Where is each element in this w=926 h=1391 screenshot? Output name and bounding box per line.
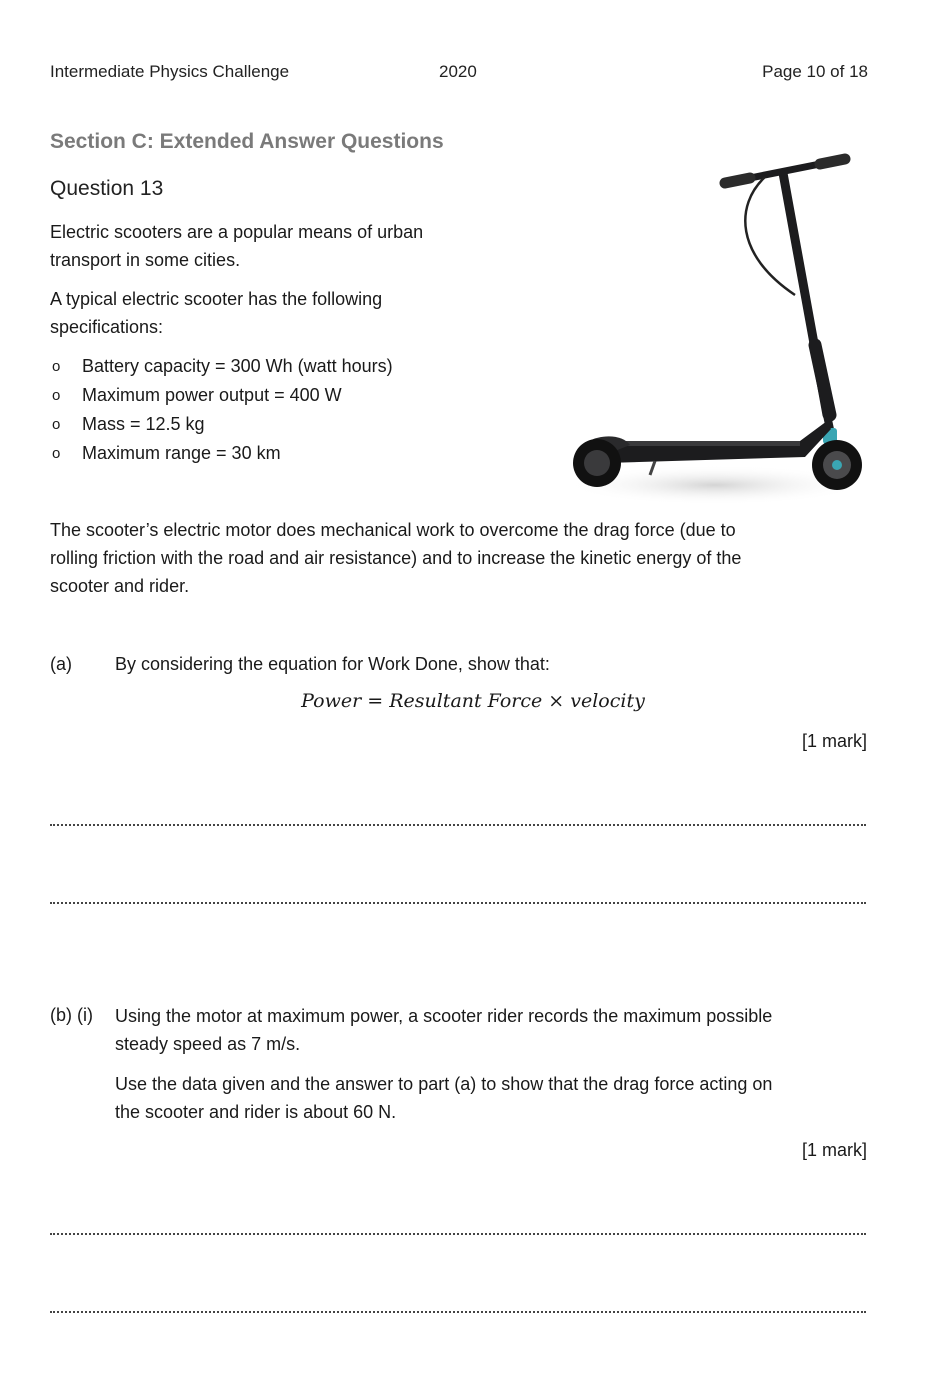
spec-item <box>50 352 393 381</box>
answer-line[interactable] <box>50 1311 866 1313</box>
part-a-mark: [1 mark] <box>801 731 867 751</box>
intro-paragraph-2 <box>50 285 382 341</box>
spec-item <box>50 439 393 468</box>
part-a-text: By considering the equation for Work Done, show that: <box>115 654 550 674</box>
part-a-label: (a) <box>50 654 72 674</box>
part-b-line: steady speed as 7 m/s. <box>115 1034 301 1054</box>
spec-item <box>50 410 393 439</box>
right-grip <box>820 159 845 164</box>
motor-line: scooter and rider. <box>50 576 190 596</box>
section-title: Section C: Extended Answer Questions <box>50 130 444 153</box>
answer-line[interactable] <box>50 1233 866 1235</box>
part-b-line: the scooter and rider is about 60 N. <box>115 1102 397 1122</box>
part-b-line: Use the data given and the answer to part (a) to show that the drag force acting on <box>115 1074 773 1094</box>
bullet-icon: o <box>52 387 61 404</box>
rear-hub <box>584 450 610 476</box>
intro-line: specifications: <box>50 317 164 337</box>
spec-text: Mass = 12.5 kg <box>82 414 205 434</box>
motor-line: The scooter’s electric motor does mechanical work to overcome the drag force (due to <box>50 520 736 540</box>
page-number: Page 10 of 18 <box>762 62 868 81</box>
spec-text: Maximum power output = 400 W <box>82 385 342 405</box>
header-title: Intermediate Physics Challenge <box>50 62 290 81</box>
spec-text: Battery capacity = 300 Wh (watt hours) <box>82 356 393 376</box>
answer-line[interactable] <box>50 824 866 826</box>
left-grip <box>725 178 750 183</box>
scooter-image <box>565 145 870 515</box>
intro-line: A typical electric scooter has the following <box>50 289 383 309</box>
part-b-line: Using the motor at maximum power, a scooter rider records the maximum possible <box>115 1006 773 1026</box>
header-year: 2020 <box>439 62 477 81</box>
part-b-paragraph-2 <box>115 1070 772 1126</box>
front-hub-accent <box>832 460 842 470</box>
spec-text: Maximum range = 30 km <box>82 443 281 463</box>
part-b-mark: [1 mark] <box>801 1140 867 1160</box>
motor-paragraph <box>50 516 741 600</box>
spec-item <box>50 381 393 410</box>
power-equation: Power = Resultant Force × velocity <box>301 690 645 712</box>
bullet-icon: o <box>52 445 61 462</box>
folding-joint <box>815 345 830 415</box>
intro-line: Electric scooters are a popular means of urban <box>50 222 424 242</box>
question-title: Question 13 <box>50 177 164 200</box>
spec-list <box>50 352 393 468</box>
part-b-paragraph-1 <box>115 1002 772 1058</box>
part-b-label: (b) (i) <box>50 1005 93 1025</box>
intro-paragraph-1 <box>50 218 423 274</box>
deck-top <box>610 441 800 446</box>
bullet-icon: o <box>52 416 61 433</box>
bullet-icon: o <box>52 358 61 375</box>
answer-line[interactable] <box>50 902 866 904</box>
motor-line: rolling friction with the road and air resistance) and to increase the kinetic energy of the <box>50 548 742 568</box>
intro-line: transport in some cities. <box>50 250 241 270</box>
